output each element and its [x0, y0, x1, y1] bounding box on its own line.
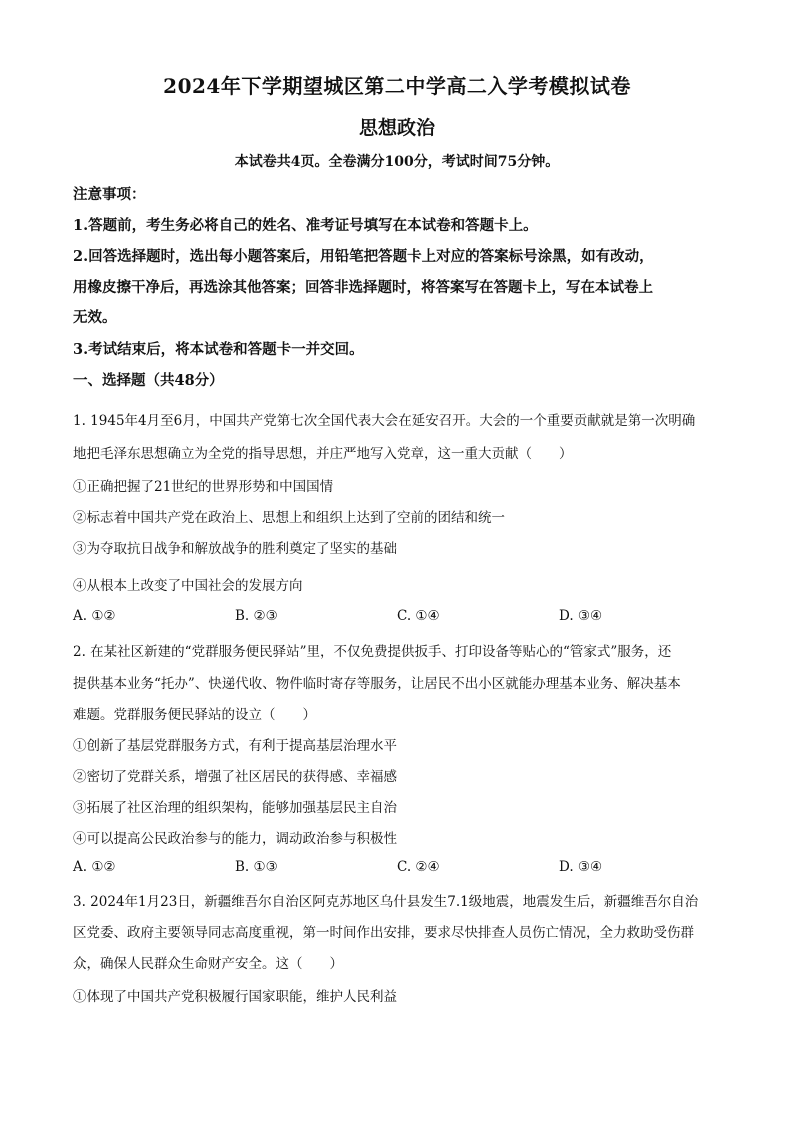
q1-option-b: B. ②③	[235, 608, 278, 624]
q2-option-c: C. ②④	[397, 859, 440, 875]
q1-statement-2: ②标志着中国共产党在政治上、思想上和组织上达到了空前的团结和统一	[73, 510, 505, 526]
q2-option-a: A. ①②	[73, 859, 116, 875]
q2-statement-3: ③拓展了社区治理的组织架构，能够加强基层民主自治	[73, 800, 397, 816]
q1-option-c: C. ①④	[397, 608, 440, 624]
q2-stem-line-3: 难题。党群服务便民驿站的设立（ ）	[73, 707, 316, 723]
q1-statement-1: ①正确把握了21世纪的世界形势和中国国情	[73, 479, 334, 495]
q2-statement-1: ①创新了基层党群服务方式，有利于提高基层治理水平	[73, 738, 397, 754]
note-2-line-1: 2.回答选择题时，选出每小题答案后，用铅笔把答题卡上对应的答案标号涂黑，如有改动，	[73, 248, 654, 265]
note-2-line-2: 用橡皮擦干净后，再选涂其他答案；回答非选择题时，将答案写在答题卡上，写在本试卷上	[73, 279, 653, 296]
q2-stem-line-1: 2. 在某社区新建的“党群服务便民驿站”里，不仅免费提供扳手、打印设备等贴心的“管家式”服务，还	[73, 644, 672, 660]
subject-title: 思想政治	[358, 117, 435, 139]
q3-stem-line-1: 3. 2024年1月23日，新疆维吾尔自治区阿克苏地区乌什县发生7.1级地震，地震发生后，新疆维吾尔自治	[73, 894, 699, 910]
q2-option-d: D. ③④	[559, 859, 603, 875]
notes-heading: 注意事项：	[73, 186, 146, 203]
q1-stem-line-2: 地把毛泽东思想确立为全党的指导思想，并庄严地写入党章，这一重大贡献（ ）	[73, 446, 573, 462]
q2-statement-4: ④可以提高公民政治参与的能力，调动政治参与积极性	[73, 831, 397, 847]
q2-stem-line-2: 提供基本业务“托办”、快递代收、物件临时寄存等服务，让居民不出小区就能办理基本业务、解决基本	[73, 676, 681, 692]
exam-info: 本试卷共4页。全卷满分100分，考试时间75分钟。	[234, 154, 560, 170]
q3-statement-1: ①体现了中国共产党积极履行国家职能，维护人民利益	[73, 989, 397, 1005]
q1-stem-line-1: 1. 1945年4月至6月，中国共产党第七次全国代表大会在延安召开。大会的一个重要贡献就是第一次明确	[73, 413, 696, 429]
note-3: 3.考试结束后，将本试卷和答题卡一并交回。	[73, 341, 364, 358]
q1-statement-4: ④从根本上改变了中国社会的发展方向	[73, 578, 303, 594]
q3-stem-line-2: 区党委、政府主要领导同志高度重视，第一时间作出安排，要求尽快排查人员伤亡情况，全力救助受伤群	[73, 925, 694, 941]
note-2-line-3: 无效。	[73, 309, 117, 326]
q2-option-b: B. ①③	[235, 859, 278, 875]
q3-stem-line-3: 众，确保人民群众生命财产安全。这（ ）	[73, 956, 343, 972]
q2-statement-2: ②密切了党群关系，增强了社区居民的获得感、幸福感	[73, 769, 397, 785]
q1-option-a: A. ①②	[73, 608, 116, 624]
section-heading: 一、选择题（共48分）	[73, 372, 224, 389]
q1-statement-3: ③为夺取抗日战争和解放战争的胜利奠定了坚实的基础	[73, 541, 397, 557]
exam-title: 2024年下学期望城区第二中学高二入学考模拟试卷	[163, 74, 631, 98]
q1-option-d: D. ③④	[559, 608, 603, 624]
note-1: 1.答题前，考生务必将自己的姓名、准考证号填写在本试卷和答题卡上。	[73, 217, 538, 234]
